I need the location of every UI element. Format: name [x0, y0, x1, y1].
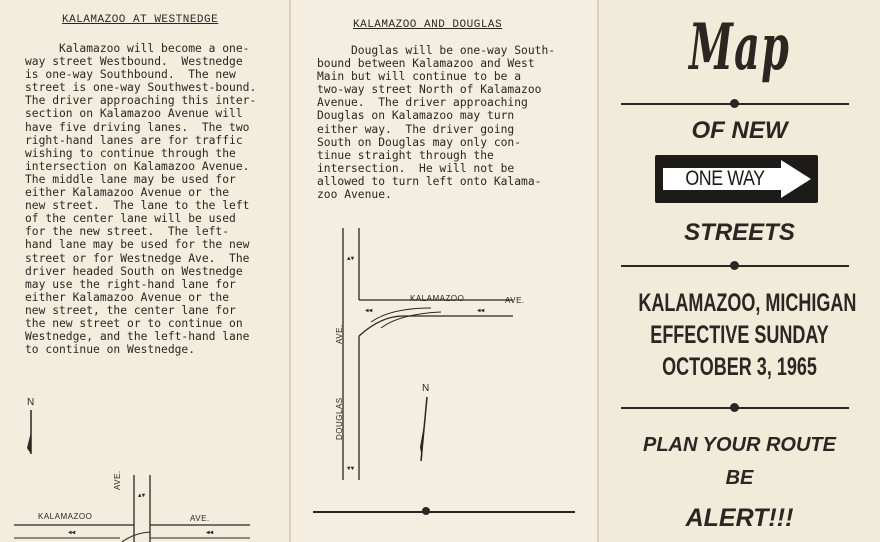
plan-route-text: PLAN YOUR ROUTE — [643, 434, 836, 456]
text-line: may use the right-hand lane for — [25, 277, 236, 291]
text-line: street or for Westnedge Ave. The — [25, 251, 250, 265]
text-line: Douglas will be one-way South- — [351, 44, 556, 57]
text-line: Main but will continue to be a — [317, 70, 522, 84]
text-line: the new street or to continue on — [25, 316, 243, 330]
left-panel — [0, 0, 290, 542]
text-line: tinue straight through the — [317, 148, 494, 162]
street-label-kalamazoo: KALAMAZOO — [38, 512, 93, 521]
text-line: way street Westbound. Westnedge — [25, 55, 243, 69]
of-new-text: OF NEW — [691, 117, 788, 144]
cover-title: Map — [688, 10, 791, 85]
text-line: allowed to turn left onto Kalama- — [317, 174, 542, 188]
streets-text: STREETS — [684, 219, 795, 246]
text-line: new street. The lane to the left — [25, 199, 250, 213]
city-text: KALAMAZOO, MICHIGAN — [638, 289, 857, 317]
svg-text:◀◀: ◀◀ — [206, 529, 214, 536]
divider-dot — [422, 507, 430, 515]
text-line: of the center lane will be used — [25, 212, 236, 226]
text-line: either Kalamazoo Avenue or the — [25, 290, 230, 304]
text-line: have five driving lanes. The two — [25, 120, 250, 134]
text-line: intersection on Kalamazoo Avenue. — [25, 159, 250, 173]
douglas-description — [317, 44, 555, 201]
westnedge-description — [25, 42, 256, 356]
text-line: zoo Avenue. — [317, 188, 392, 202]
text-line: driver headed South on Westnedge — [25, 264, 243, 278]
north-label: N — [422, 383, 430, 394]
one-way-sign-text: ONE WAY — [685, 167, 765, 190]
svg-text:▲▼: ▲▼ — [347, 255, 355, 262]
section-heading-douglas: KALAMAZOO AND DOUGLAS — [353, 19, 503, 31]
middle-panel — [291, 0, 598, 542]
text-line: to continue on Westnedge. — [25, 343, 196, 357]
section-heading-westnedge: KALAMAZOO AT WESTNEDGE — [62, 14, 219, 26]
text-line: wishing to continue through the — [25, 146, 236, 160]
effective-text: EFFECTIVE SUNDAY — [650, 321, 829, 349]
text-line: bound between Kalamazoo and West — [317, 57, 535, 71]
divider-dot — [730, 261, 739, 270]
street-label-westnedge-ave: AVE. — [113, 470, 122, 490]
text-line: either Kalamazoo Avenue or the — [25, 186, 230, 200]
text-line: for the new street. The left- — [25, 225, 230, 239]
text-line: The driver approaching this inter- — [25, 94, 257, 108]
text-line: two-way street North of Kalamazoo — [317, 83, 542, 97]
street-label-douglas-ave: AVE. — [335, 324, 344, 344]
text-line: either way. The driver going — [317, 122, 515, 136]
north-label: N — [27, 397, 35, 408]
text-line: Avenue. The driver approaching — [317, 96, 528, 110]
westnedge-intersection-diagram — [0, 475, 290, 542]
svg-text:◀◀: ◀◀ — [477, 307, 485, 314]
text-line: section on Kalamazoo Avenue will — [25, 107, 243, 121]
text-line: street is one-way Southwest-bound. — [25, 81, 257, 95]
svg-text:▼▼: ▼▼ — [347, 465, 355, 472]
street-label-ave: AVE. — [190, 514, 210, 523]
date-text: OCTOBER 3, 1965 — [662, 353, 817, 381]
one-way-sign — [655, 155, 818, 203]
divider-rule — [313, 511, 575, 513]
text-line: right-hand lanes are for traffic — [25, 133, 243, 147]
text-line: Kalamazoo will become a one- — [59, 42, 250, 55]
text-line: Westnedge, and the left-hand lane — [25, 330, 250, 344]
north-arrow-icon — [413, 395, 435, 465]
be-text: BE — [725, 467, 754, 489]
svg-text:◀◀: ◀◀ — [365, 307, 373, 314]
divider-dot — [730, 99, 739, 108]
text-line: new street, the center lane for — [25, 303, 236, 317]
svg-text:◀◀: ◀◀ — [68, 529, 76, 536]
text-line: intersection. He will not be — [317, 161, 515, 175]
text-line: The middle lane may be used for — [25, 172, 236, 186]
text-line: is one-way Southbound. The new — [25, 68, 236, 82]
douglas-intersection-diagram — [291, 220, 598, 490]
north-arrow-icon — [20, 408, 40, 458]
street-label-douglas: DOUGLAS — [335, 397, 344, 440]
svg-text:▲▼: ▲▼ — [138, 492, 146, 499]
alert-text: ALERT!!! — [685, 504, 794, 532]
street-label-ave: AVE. — [505, 296, 525, 305]
divider-dot — [730, 403, 739, 412]
text-line: Douglas on Kalamazoo may turn — [317, 109, 515, 123]
cover-panel — [599, 0, 880, 542]
text-line: hand lane may be used for the new — [25, 238, 250, 252]
text-line: South on Douglas may only con- — [317, 135, 522, 149]
street-label-kalamazoo: KALAMAZOO — [410, 294, 465, 303]
